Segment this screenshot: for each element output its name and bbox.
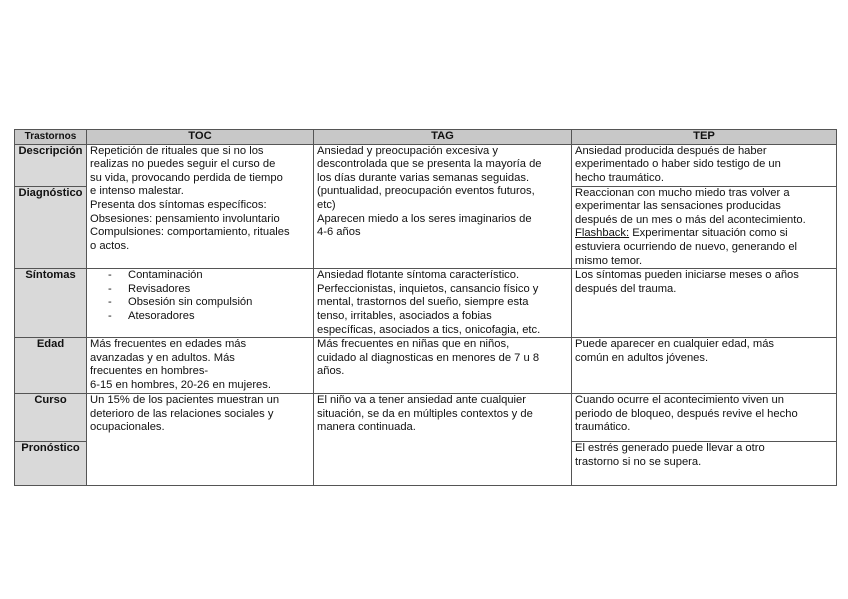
tag-edad-cell (314, 338, 572, 394)
tag-sint-line: específicas, asociados a tics, onicofagia, etc. (317, 323, 541, 336)
tep-diag-line: Reaccionan con mucho miedo tras volver a (575, 186, 790, 199)
tep-diagnostico-cell (572, 186, 837, 269)
tep-desc-line: hecho traumático. (575, 171, 664, 184)
tag-descripcion-diagnostico-cell (314, 144, 572, 269)
tep-edad-cell (572, 338, 837, 394)
toc-diag-line: Presenta dos síntomas específicos: (90, 198, 267, 211)
tag-edad-line: Más frecuentes en niñas que en niños, (317, 338, 510, 351)
tep-curso-cell (572, 394, 837, 442)
row-label-curso: Curso (15, 394, 87, 442)
list-item: - Obsesión sin compulsión (108, 296, 310, 310)
row-label-sintomas: Síntomas (15, 269, 87, 338)
tag-diag-line: 4-6 años (317, 226, 361, 239)
tag-curso-line: manera continuada. (317, 421, 416, 434)
toc-desc-line: Repetición de rituales que si no los (90, 144, 264, 157)
row-label-descripcion: Descripción (15, 144, 87, 186)
toc-edad-line: avanzadas y en adultos. Más (90, 351, 235, 364)
tep-flashback-line (575, 227, 833, 241)
tep-diag-line: experimentar las sensaciones producidas (575, 200, 781, 213)
tep-edad-line: Puede aparecer en cualquier edad, más (575, 338, 775, 351)
toc-edad-cell (87, 338, 314, 394)
header-tag: TAG (314, 130, 572, 145)
tag-curso-line: situación, se da en múltiples contextos y de (317, 407, 533, 420)
tag-sint-line: mental, trastornos del sueño, siempre esta (317, 296, 529, 309)
tag-pronostico-cell (314, 442, 572, 486)
toc-curso-line: ocupacionales. (90, 421, 165, 434)
tep-curso-line: periodo de bloqueo, después revive el hecho (575, 407, 798, 420)
tag-edad-line: años. (317, 365, 345, 378)
row-label-diagnostico: Diagnóstico (15, 186, 87, 269)
tag-edad-line: cuidado al diagnosticas en menores de 7 u 8 (317, 351, 540, 364)
toc-descripcion-diagnostico-cell (87, 144, 314, 269)
row-descripcion (15, 144, 837, 186)
toc-diag-line: Compulsiones: comportamiento, rituales (90, 226, 290, 239)
toc-edad-line: 6-15 en hombres, 20-26 en mujeres. (90, 378, 271, 391)
tag-desc-line: descontrolada que se presenta la mayoría de (317, 158, 542, 171)
list-item: - Revisadores (108, 283, 310, 297)
header-trastornos: Trastornos (15, 130, 87, 145)
tep-descripcion-cell (572, 144, 837, 186)
tep-desc-line: Ansiedad producida después de haber (575, 144, 767, 157)
tep-pron-line: El estrés generado puede llevar a otro (575, 442, 765, 455)
list-item: - Atesoradores (108, 310, 310, 324)
tag-sint-line: Perfeccionistas, inquietos, cansancio físico y (317, 282, 539, 295)
toc-curso-line: deterioro de las relaciones sociales y (90, 407, 274, 420)
toc-sintomas-list (90, 269, 310, 323)
toc-desc-line: e intenso malestar. (90, 185, 184, 198)
tep-sint-line: después del trauma. (575, 282, 677, 295)
tag-curso-cell (314, 394, 572, 442)
tag-desc-line: Ansiedad y preocupación excesiva y (317, 144, 498, 157)
row-sintomas (15, 269, 837, 338)
toc-sintomas-cell (87, 269, 314, 338)
tag-diag-line: (puntualidad, preocupación eventos futuros, (317, 185, 535, 198)
row-label-pronostico: Pronóstico (15, 442, 87, 486)
flashback-label: Flashback: (575, 227, 630, 240)
toc-curso-cell (87, 394, 314, 442)
header-row (15, 130, 837, 145)
tag-sint-line: tenso, irritables, asociados a fobias (317, 309, 492, 322)
toc-diag-line: o actos. (90, 239, 130, 252)
row-curso (15, 394, 837, 442)
row-pronostico (15, 442, 837, 486)
tep-diag-line: después de un mes o más del acontecimiento. (575, 213, 806, 226)
tag-sint-line: Ansiedad flotante síntoma característico. (317, 269, 520, 282)
toc-desc-line: realizas no puedes seguir el curso de (90, 158, 276, 171)
tep-edad-line: común en adultos jóvenes. (575, 351, 709, 364)
tep-flashback-line: estuviera ocurriendo de nuevo, generando el (575, 240, 798, 253)
tep-sint-line: Los síntomas pueden iniciarse meses o años (575, 269, 799, 282)
toc-edad-line: Más frecuentes en edades más (90, 338, 247, 351)
flashback-text: Experimentar situación como si (629, 227, 788, 240)
list-item: - Contaminación (108, 269, 310, 283)
row-label-edad: Edad (15, 338, 87, 394)
header-toc: TOC (87, 130, 314, 145)
toc-diag-line: Obsesiones: pensamiento involuntario (90, 212, 280, 225)
tag-curso-line: El niño va a tener ansiedad ante cualquier (317, 394, 526, 407)
tag-diag-line: etc) (317, 198, 336, 211)
tep-pron-line: trastorno si no se supera. (575, 455, 702, 468)
toc-curso-line: Un 15% de los pacientes muestran un (90, 394, 280, 407)
tag-diag-line: Aparecen miedo a los seres imaginarios de (317, 212, 532, 225)
toc-desc-line: su vida, provocando perdida de tiempo (90, 171, 283, 184)
disorders-table (14, 129, 837, 486)
header-tep: TEP (572, 130, 837, 145)
toc-pronostico-cell (87, 442, 314, 486)
tep-sintomas-cell (572, 269, 837, 338)
tep-pronostico-cell (572, 442, 837, 486)
tep-curso-line: Cuando ocurre el acontecimiento viven un (575, 394, 784, 407)
toc-edad-line: frecuentes en hombres- (90, 365, 209, 378)
tep-flashback-line: mismo temor. (575, 254, 643, 267)
row-edad (15, 338, 837, 394)
tep-curso-line: traumático. (575, 421, 631, 434)
tep-desc-line: experimentado o haber sido testigo de un (575, 158, 781, 171)
tag-sintomas-cell (314, 269, 572, 338)
tag-desc-line: los días durante varias semanas seguidas. (317, 171, 530, 184)
